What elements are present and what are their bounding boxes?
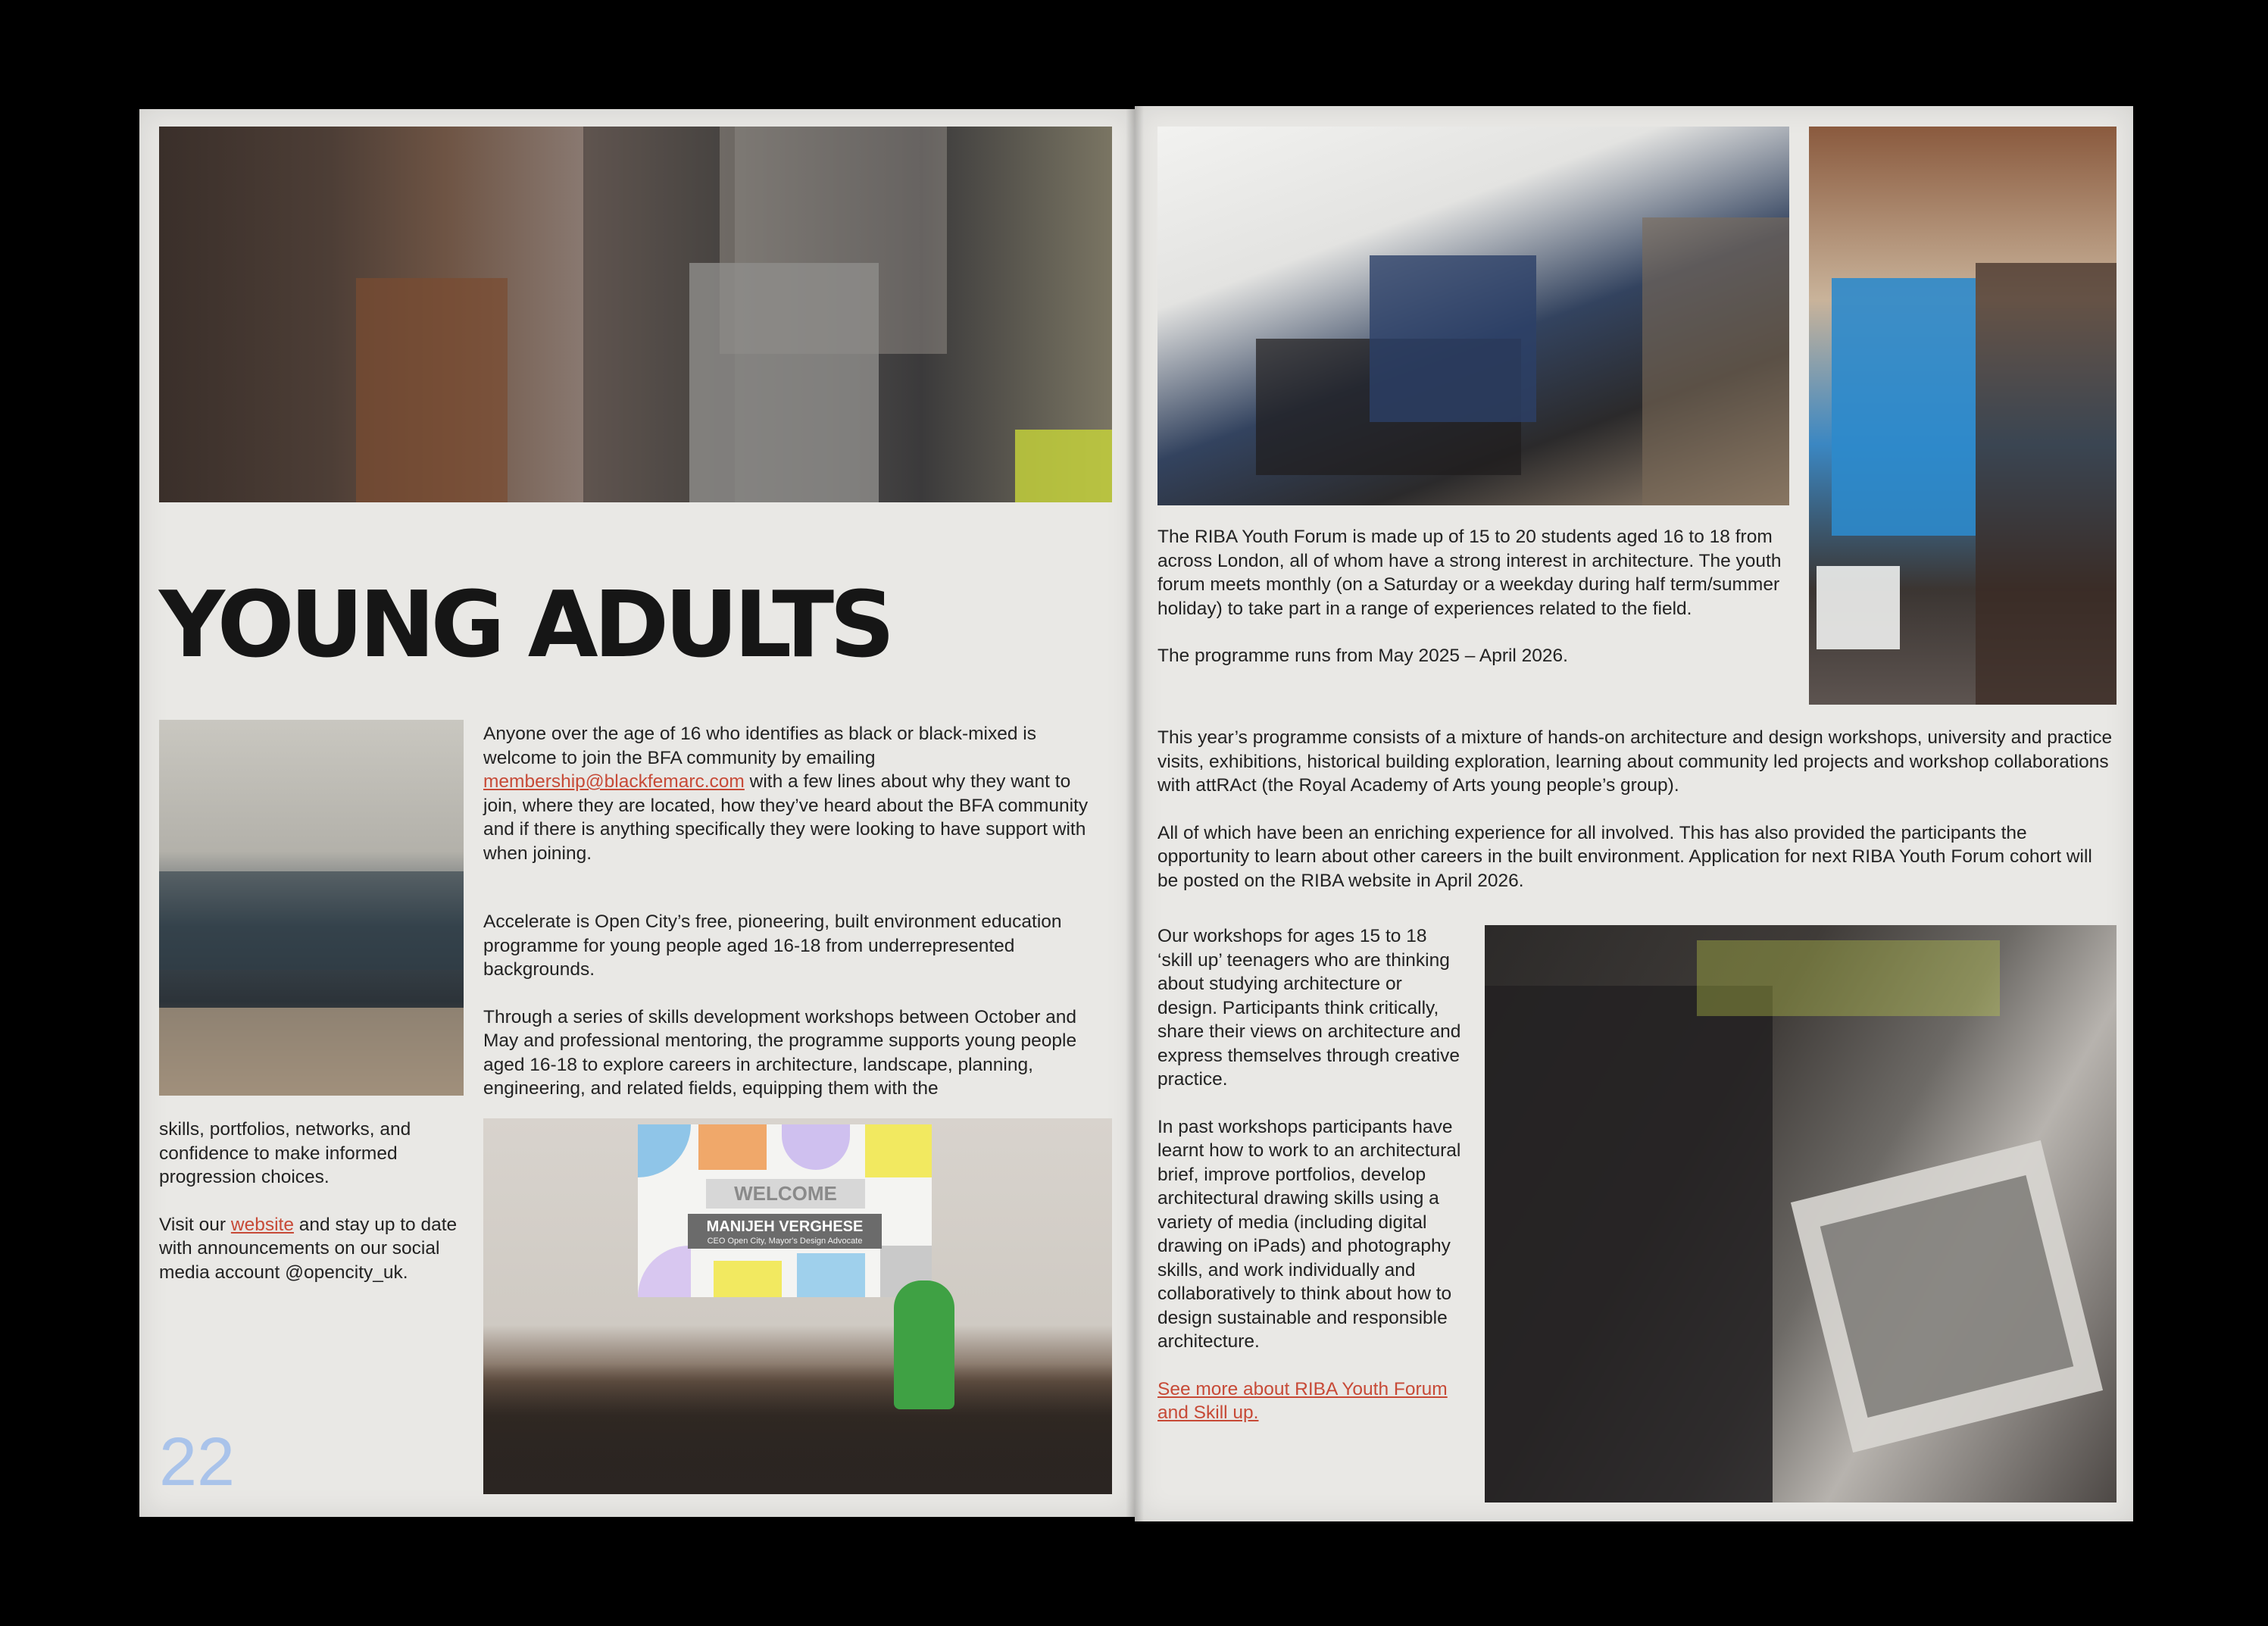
visit-text-before: Visit our [159,1214,226,1235]
programme-mix-text: This year’s programme consists of a mixture of hands-on architecture and design workshops, university and practice visits, exhibitions, historical building exploration, learning about community led projects and workshop collaborations with attRAct (the Royal Academy of Arts young people’s group). [1157,727,2113,796]
past-workshops-text: In past workshops participants have learnt how to work to an architectural brief, improve portfolios, develop architectural drawing skills using a variety of media (including digital drawing on iPads) and photography skills, and work individually and collaboratively to think about how to design sustainable and responsible architecture. [1157,1116,1461,1352]
accelerate-text: Accelerate is Open City’s free, pioneering, built environment education programme for young people aged 16-18 from underrepresented backgrounds. [483,911,1062,980]
riba-intro-block [1157,525,1794,692]
enriching-text: All of which have been an enriching experience for all involved. This has also provided the participants the opportunity to learn about other careers in the built environment. Application for next RIBA Youth Forum cohort will be posted on the RIBA website in April 2026. [1157,822,2092,891]
page-number: 22 [159,1424,236,1500]
skill-up-text: Our workshops for ages 15 to 18 ‘skill up’ teenagers who are thinking about studying architecture or design. Participants think critically, share their views on architecture and express themselves through creative practice. [1157,926,1461,1090]
riba-intro-text: The RIBA Youth Forum is made up of 15 to 20 students aged 16 to 18 from across London, all of whom have a strong interest in architecture. The youth forum meets monthly (on a Saturday or a weekday during half term/summer holiday) to take part in a range of experiences related to the field. [1157,527,1782,619]
photo-workshop-students-top [159,127,1112,502]
photo-women-looking-at-phone [1809,127,2116,705]
section-title: YOUNG ADULTS [159,573,891,678]
skill-up-block [1157,924,1467,1449]
see-more-riba-link[interactable]: See more about RIBA Youth Forum and Skill up. [1157,1378,1448,1423]
audience-silhouettes [483,1364,1112,1494]
spine-gutter [1126,106,1144,1521]
skills-continued [159,1118,464,1308]
programme-block [1157,726,2116,916]
photo-student-model-making [1157,127,1789,505]
intro-text-2: with a few lines about why they want to join, where they are located, how they’ve heard about the BFA community and if there is anything specifically they were looking to have support with when joining. [483,771,1089,864]
slide-welcome-text: WELCOME [706,1179,865,1209]
slide-speaker-title: CEO Open City, Mayor's Design Advocate [688,1237,882,1249]
intro-paragraph [483,722,1098,889]
accelerate-paragraph [483,910,1098,1124]
skills-text-part1: Through a series of skills development workshops between October and May and professional mentoring, the programme supports young people aged 16-18 to explore careers in architecture, landscape, planning, engineering, and related fields, equipping them with the [483,1006,1077,1099]
welcome-slide [638,1124,932,1297]
visit-text-after: and stay up to date with announcements on our social media account @opencity_uk. [159,1214,458,1283]
speaker-figure [894,1280,954,1409]
skills-text-part2: skills, portfolios, networks, and confidence to make informed progression choices. [159,1119,411,1187]
photo-portfolio-review [1485,925,2116,1502]
photo-students-at-table [159,720,464,1096]
website-link[interactable]: website [230,1214,294,1235]
programme-dates-text: The programme runs from May 2025 – April 2026. [1157,646,1568,666]
slide-speaker-name: MANIJEH VERGHESE [688,1214,882,1237]
membership-email-link[interactable]: membership@blackfemarc.com [483,771,745,792]
intro-text-1: Anyone over the age of 16 who identifies as black or black-mixed is welcome to join the BFA community by emailing [483,724,1036,768]
